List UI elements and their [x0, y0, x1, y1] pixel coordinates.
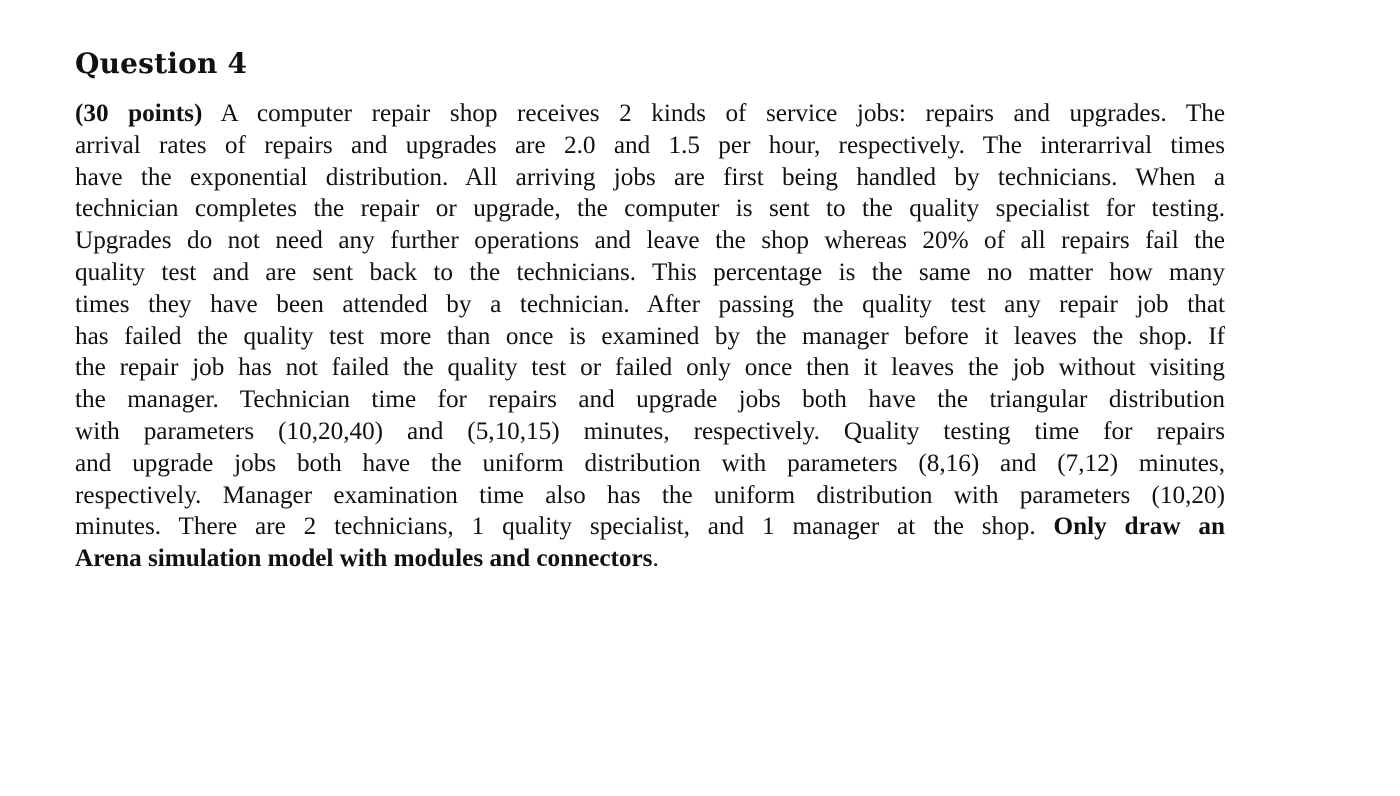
body-line-4: technician completes the repair or upgrade, the computer is sent to the quality specialist for testing.	[75, 195, 1225, 223]
body-line-6: quality test and are sent back to the technicians. This percentage is the same no matter how many	[75, 258, 1225, 286]
body-line-15	[75, 543, 1225, 575]
body-line-12: and upgrade jobs both have the uniform distribution with parameters (8,16) and (7,12) minutes,	[75, 449, 1225, 477]
instruction-part-1: Only draw an	[1053, 513, 1226, 541]
body-line-1-text: A computer repair shop receives 2 kinds of service jobs: repairs and upgrades. The	[202, 100, 1225, 127]
points-label: (30 points)	[75, 100, 203, 127]
body-line-14-text: minutes. There are 2 technicians, 1 quality specialist, and 1 manager at the shop.	[75, 513, 1054, 541]
body-line-11: with parameters (10,20,40) and (5,10,15) minutes, respectively. Quality testing time for repairs	[75, 417, 1225, 445]
question-number: 4	[227, 47, 248, 80]
body-line-9: the repair job has not failed the quality test or failed only once then it leaves the job without visiting	[75, 354, 1225, 382]
final-period: .	[652, 545, 659, 573]
body-line-14	[75, 511, 1225, 543]
body-line-8: has failed the quality test more than once is examined by the manager before it leaves the shop. If	[75, 322, 1225, 350]
body-line-3: have the exponential distribution. All arriving jobs are first being handled by technicians. When a	[75, 163, 1225, 191]
body-line-2: arrival rates of repairs and upgrades are 2.0 and 1.5 per hour, respectively. The interarrival times	[75, 131, 1225, 159]
question-page	[75, 44, 1225, 575]
instruction-part-2: Arena simulation model with modules and connectors	[75, 545, 653, 573]
question-label: Question	[75, 47, 218, 80]
body-line-10: the manager. Technician time for repairs and upgrade jobs both have the triangular distribution	[75, 386, 1225, 414]
body-line-7: times they have been attended by a technician. After passing the quality test any repair job that	[75, 290, 1225, 318]
question-body	[75, 98, 1225, 575]
body-line-1	[75, 98, 1225, 130]
question-heading	[75, 44, 1225, 84]
body-line-5: Upgrades do not need any further operations and leave the shop whereas 20% of all repairs fail the	[75, 227, 1225, 255]
body-line-13: respectively. Manager examination time also has the uniform distribution with parameters (10,20)	[75, 481, 1225, 509]
